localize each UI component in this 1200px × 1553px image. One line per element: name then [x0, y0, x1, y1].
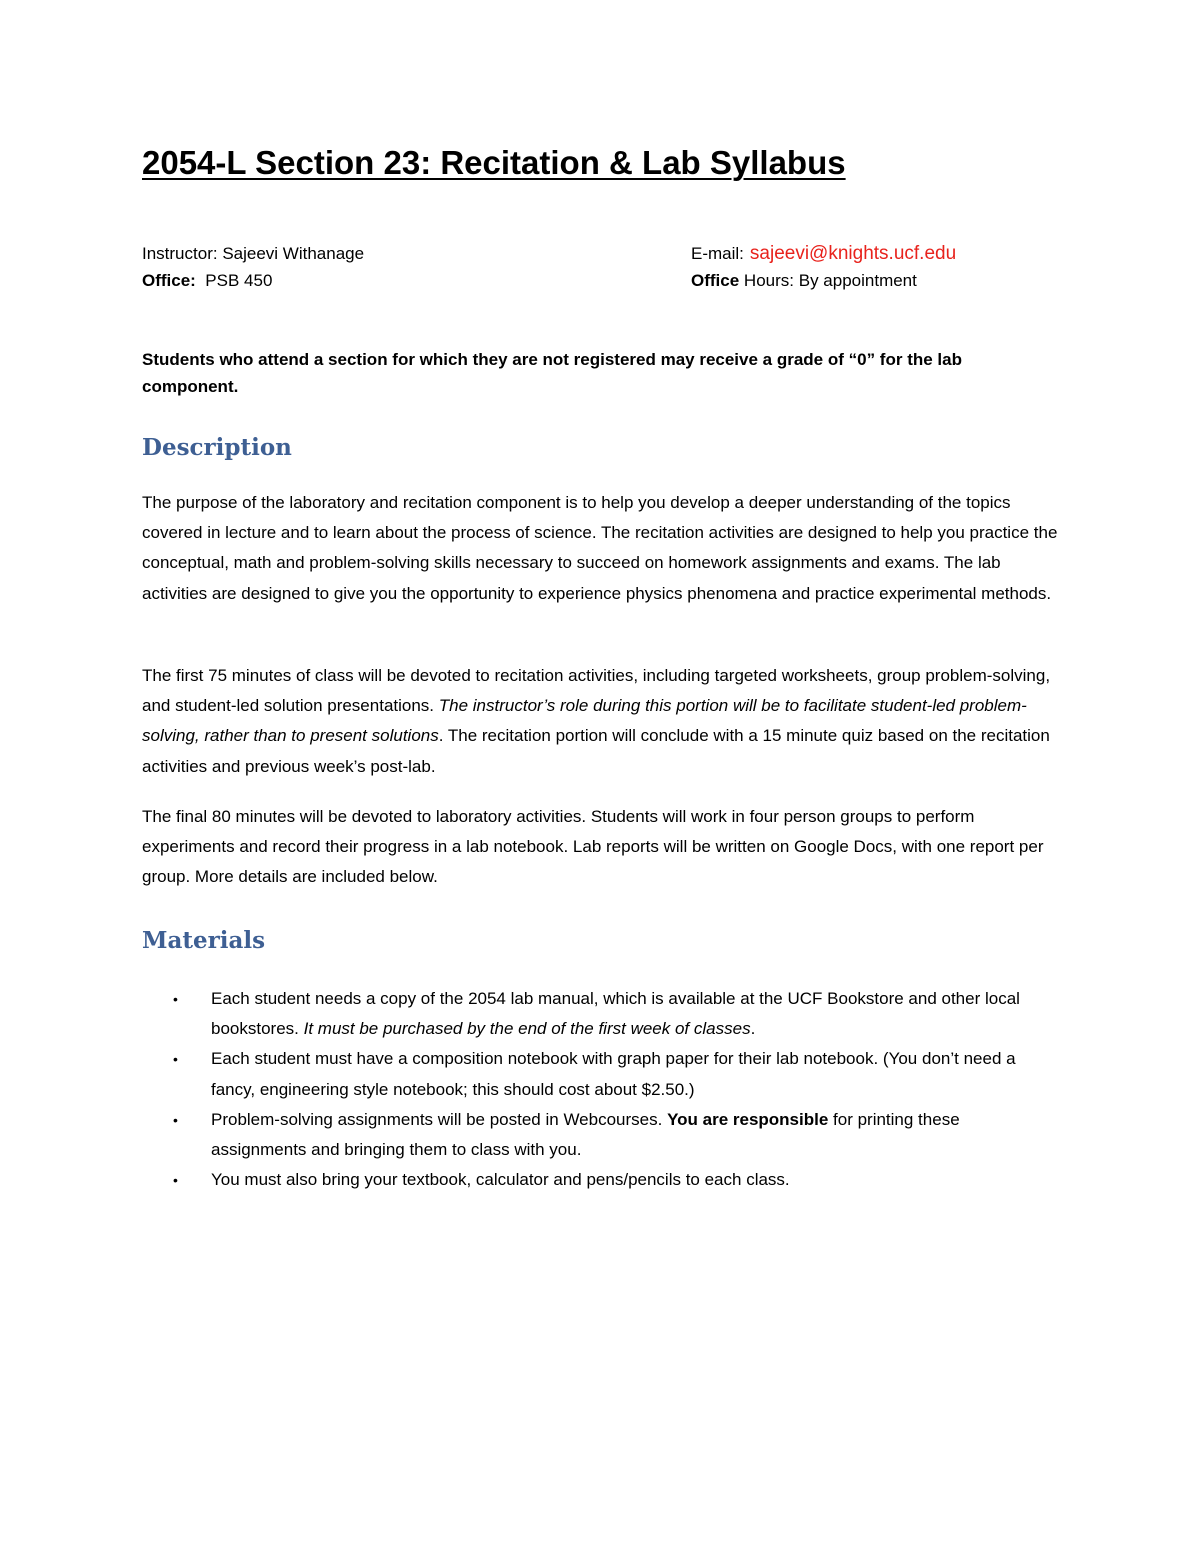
bullet-icon: • — [173, 991, 178, 1007]
list-item — [142, 1165, 1058, 1195]
office-info — [142, 267, 272, 294]
list-item — [142, 1044, 1058, 1104]
registration-notice: Students who attend a section for which they are not registered may receive a grade of “0” for the lab component. — [142, 350, 962, 396]
materials-list — [142, 984, 1058, 1195]
materials-heading: Materials — [142, 927, 266, 954]
list-item — [142, 984, 1058, 1044]
item3-bold-text: You are responsible — [667, 1109, 829, 1129]
bullet-icon: • — [173, 1051, 178, 1068]
list-item — [142, 1105, 1058, 1165]
description-paragraph-1: The purpose of the laboratory and recitation component is to help you develop a deeper understanding of the topics covered in lecture and to learn about the process of science. The recitation activities are designed to help you practice the conceptual, math and problem-solving skills necessary to succeed on homework assignments and exams. The lab activities are designed to give you the opportunity to experience physics phenomena and practice experimental methods. — [142, 493, 1058, 603]
contact-block — [142, 240, 1058, 294]
item2-text: Each student must have a composition notebook with graph paper for their lab notebook. (You don’t need a fancy, engineering style notebook; this should cost about $2.50.) — [211, 1049, 1016, 1099]
instructor-name: Sajeevi Withanage — [222, 244, 365, 263]
p2-italic-text: The instructor’s role during this portion will be to facilitate student-led problem-solving, rather than to present solutions — [142, 696, 1027, 746]
item1-italic-text: It must be purchased by the end of the first week of classes — [303, 1019, 751, 1039]
page-title: 2054-L Section 23: Recitation & Lab Syllabus — [142, 144, 846, 181]
office-value: PSB 450 — [205, 271, 273, 290]
contact-row-1 — [142, 240, 1058, 267]
p2-text-end: . The recitation portion will conclude with a 15 minute quiz based on the recitation activities and previous week’s post-lab. — [142, 726, 1050, 776]
item3-text-start: Problem-solving assignments will be posted in Webcourses. — [211, 1109, 668, 1129]
office-hours-label-rest: Hours: — [743, 271, 794, 290]
item1-text-end: . — [750, 1019, 756, 1039]
description-paragraph-2 — [142, 661, 1058, 782]
item3-text-end: for printing these assignments and bringing them to class with you. — [211, 1109, 960, 1160]
contact-row-2 — [142, 267, 1058, 294]
description-paragraph-3: The final 80 minutes will be devoted to laboratory activities. Students will work in four person groups to perform experiments and record their progress in a lab notebook. Lab reports will be written on Google Docs, with one report per group. More details are included below. — [142, 807, 1044, 887]
item1-text-start: Each student needs a copy of the 2054 lab manual, which is available at the UCF Bookstore and other local bookstores. — [211, 989, 1020, 1039]
email-link[interactable]: sajeevi@knights.ucf.edu — [749, 243, 957, 264]
description-heading: Description — [142, 434, 292, 461]
office-hours-value: By appointment — [798, 271, 917, 290]
bullet-icon: • — [173, 1111, 178, 1128]
item4-text: You must also bring your textbook, calculator and pens/pencils to each class. — [211, 1170, 790, 1190]
office-label: Office: — [142, 271, 196, 290]
instructor-info — [142, 240, 364, 267]
email-info — [691, 240, 956, 267]
instructor-label: Instructor: — [142, 244, 218, 263]
p2-text-start: The first 75 minutes of class will be devoted to recitation activities, including targeted worksheets, group problem-solving, and student-led solution presentations. — [142, 666, 1051, 716]
office-hours-label: Office — [691, 271, 740, 290]
email-label: E-mail: — [691, 244, 744, 263]
office-hours-info — [691, 267, 917, 294]
bullet-icon: • — [173, 1172, 178, 1189]
